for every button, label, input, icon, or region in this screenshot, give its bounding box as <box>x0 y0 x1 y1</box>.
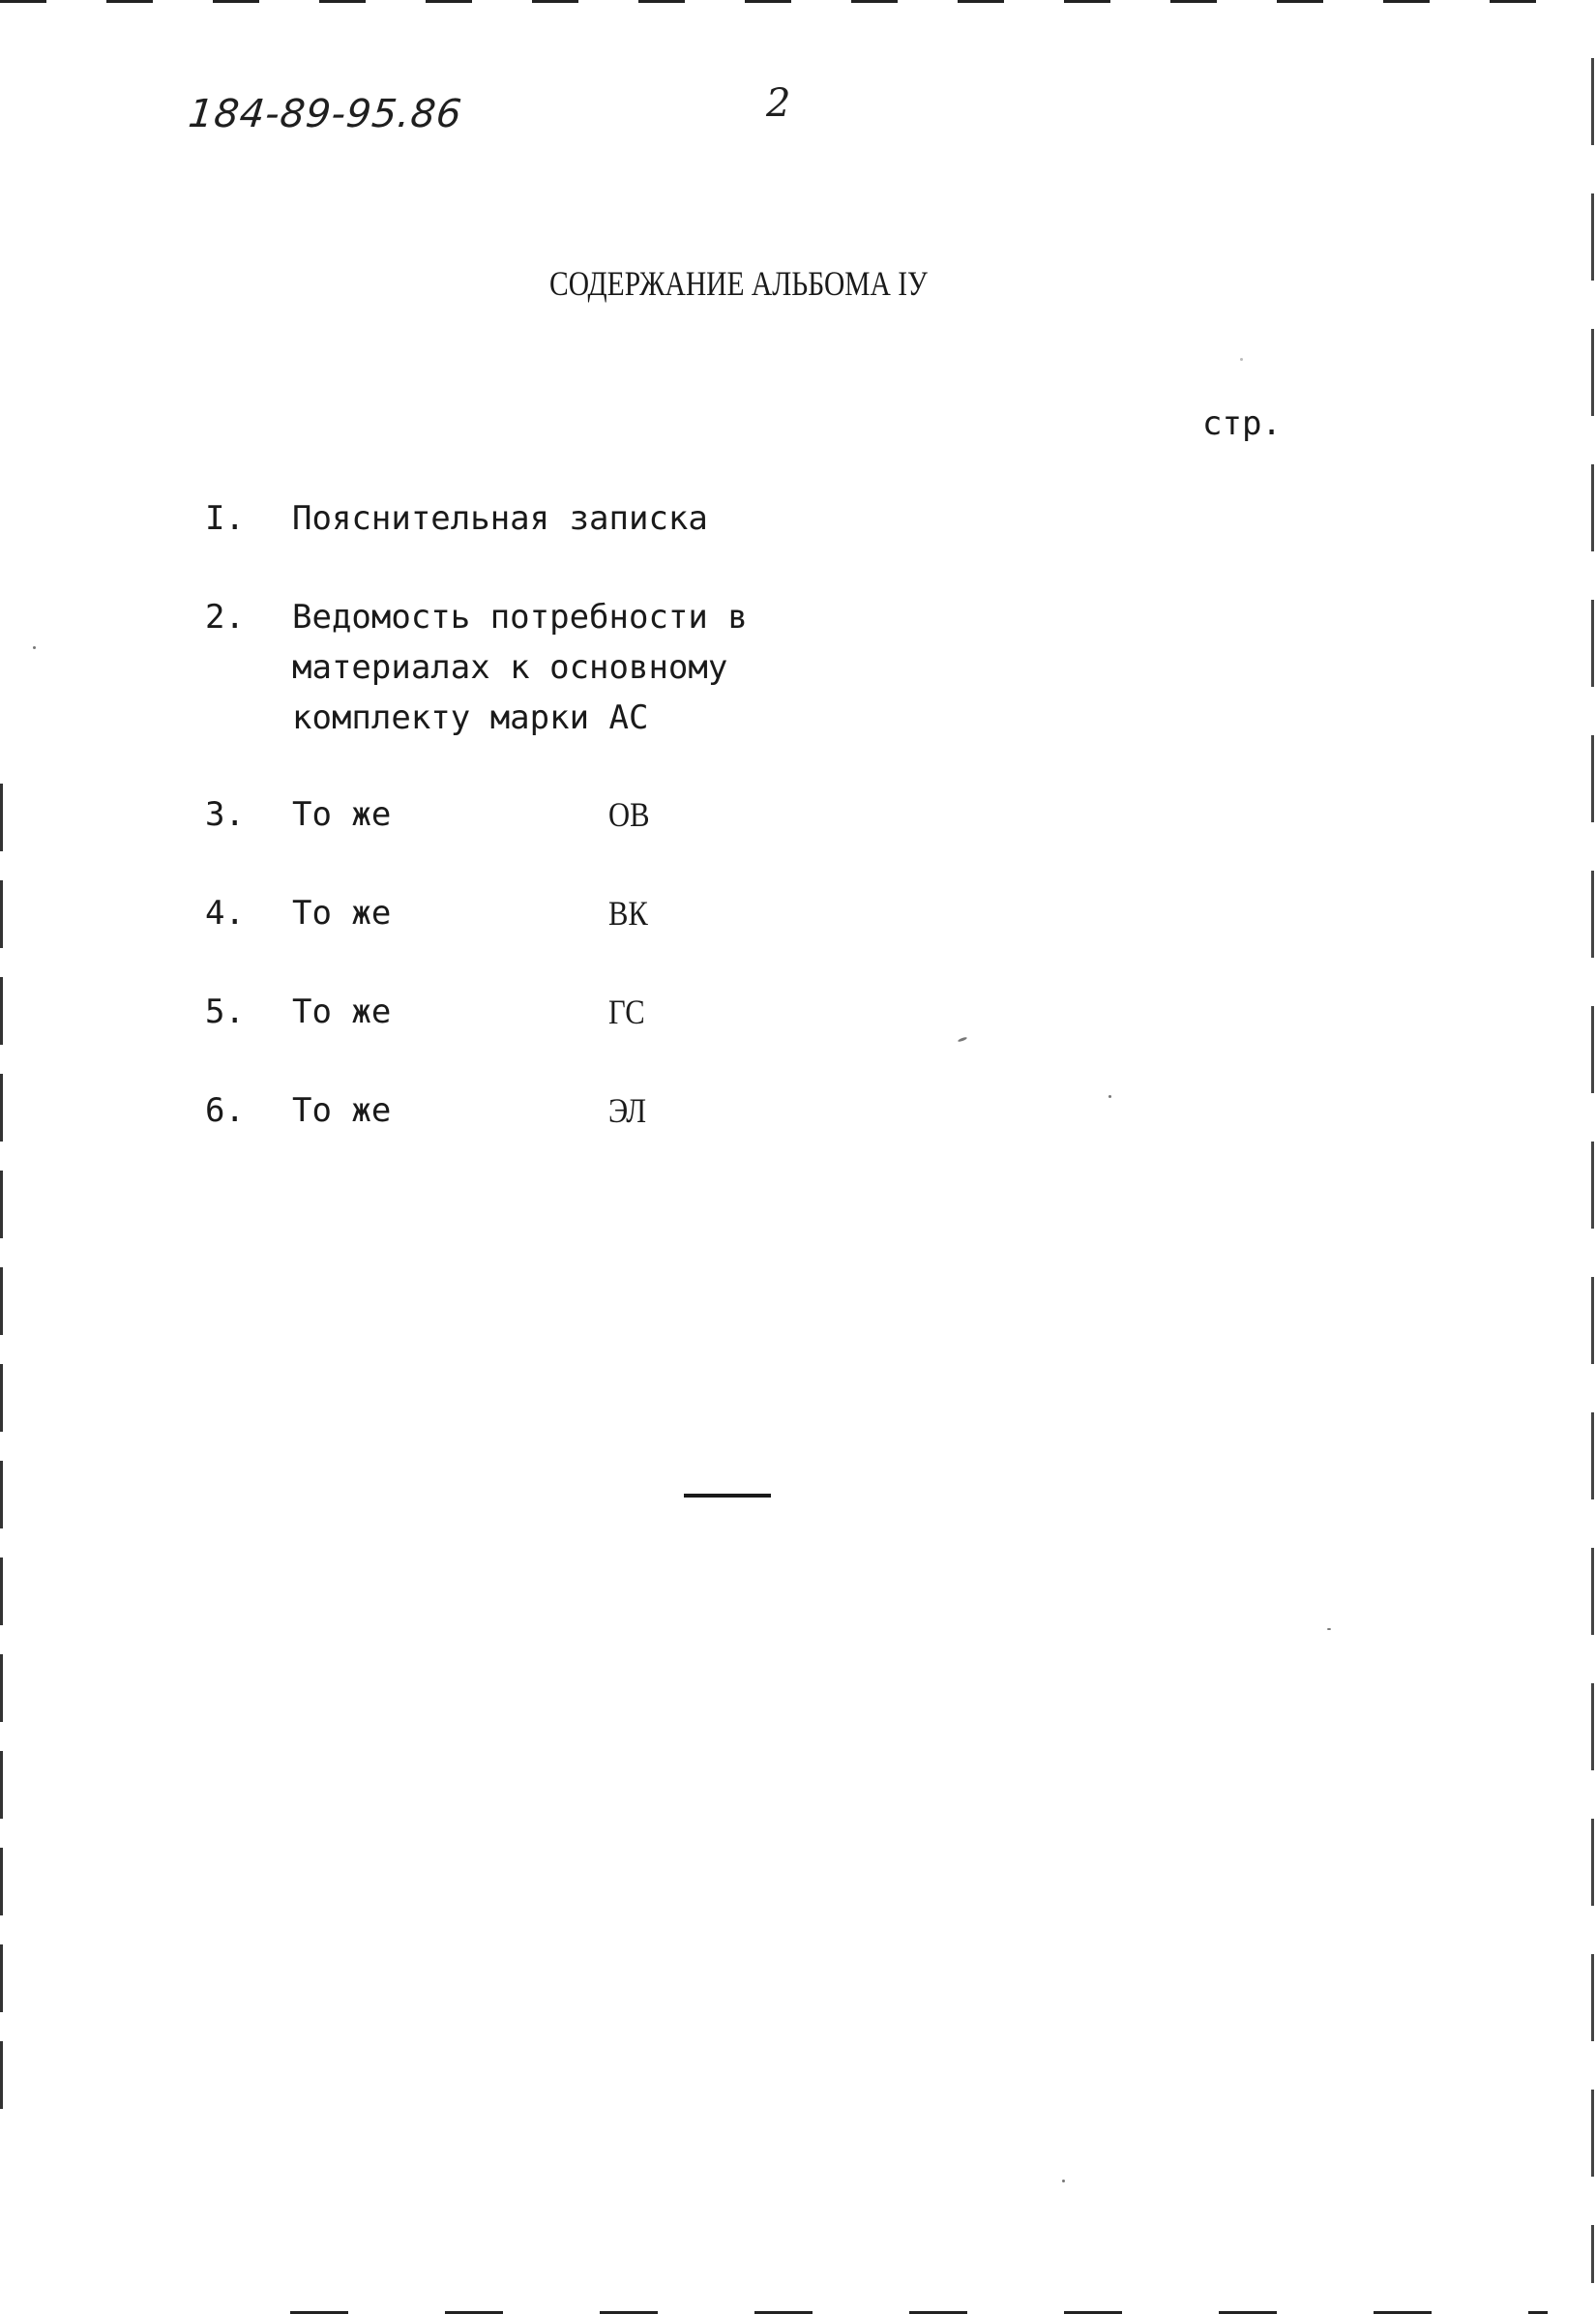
scan-speck <box>33 646 36 649</box>
toc-item-mark: ОВ <box>608 795 650 834</box>
toc-item-number: 3. <box>205 795 245 834</box>
scan-edge-top <box>0 0 1596 3</box>
document-code: 184-89-95.86 <box>186 92 465 136</box>
scan-speck <box>1240 358 1243 361</box>
toc-item-number: 6. <box>205 1091 245 1130</box>
scan-speck <box>1327 1628 1331 1630</box>
toc-item-text: То же <box>292 894 392 933</box>
page-column-label: стр. <box>1202 404 1282 443</box>
toc-item-text: Пояснительная записка <box>292 499 708 538</box>
toc-item-mark: ГС <box>608 993 645 1031</box>
toc-item-mark: ВК <box>608 894 648 933</box>
page-title: СОДЕРЖАНИЕ АЛЬБОМА IУ <box>549 264 928 303</box>
toc-item-text: То же <box>292 795 392 834</box>
toc-item-number: 2. <box>205 598 245 637</box>
scan-speck <box>1062 2180 1065 2182</box>
toc-item-text: То же <box>292 993 392 1031</box>
scan-speck <box>958 1036 967 1042</box>
page-number: 2 <box>766 81 791 126</box>
toc-item-text: Ведомость потребности в материалах к основному комплекту марки АС <box>292 598 748 737</box>
toc-item-number: I. <box>205 499 245 538</box>
scan-speck <box>1108 1095 1111 1098</box>
scan-edge-left <box>0 784 3 2138</box>
toc-item-number: 4. <box>205 894 245 933</box>
toc-item-number: 5. <box>205 993 245 1031</box>
end-rule-divider <box>684 1494 771 1498</box>
toc-item-text: То же <box>292 1091 392 1130</box>
scan-edge-right <box>1591 58 1594 2283</box>
toc-item-mark: ЭЛ <box>608 1091 647 1130</box>
